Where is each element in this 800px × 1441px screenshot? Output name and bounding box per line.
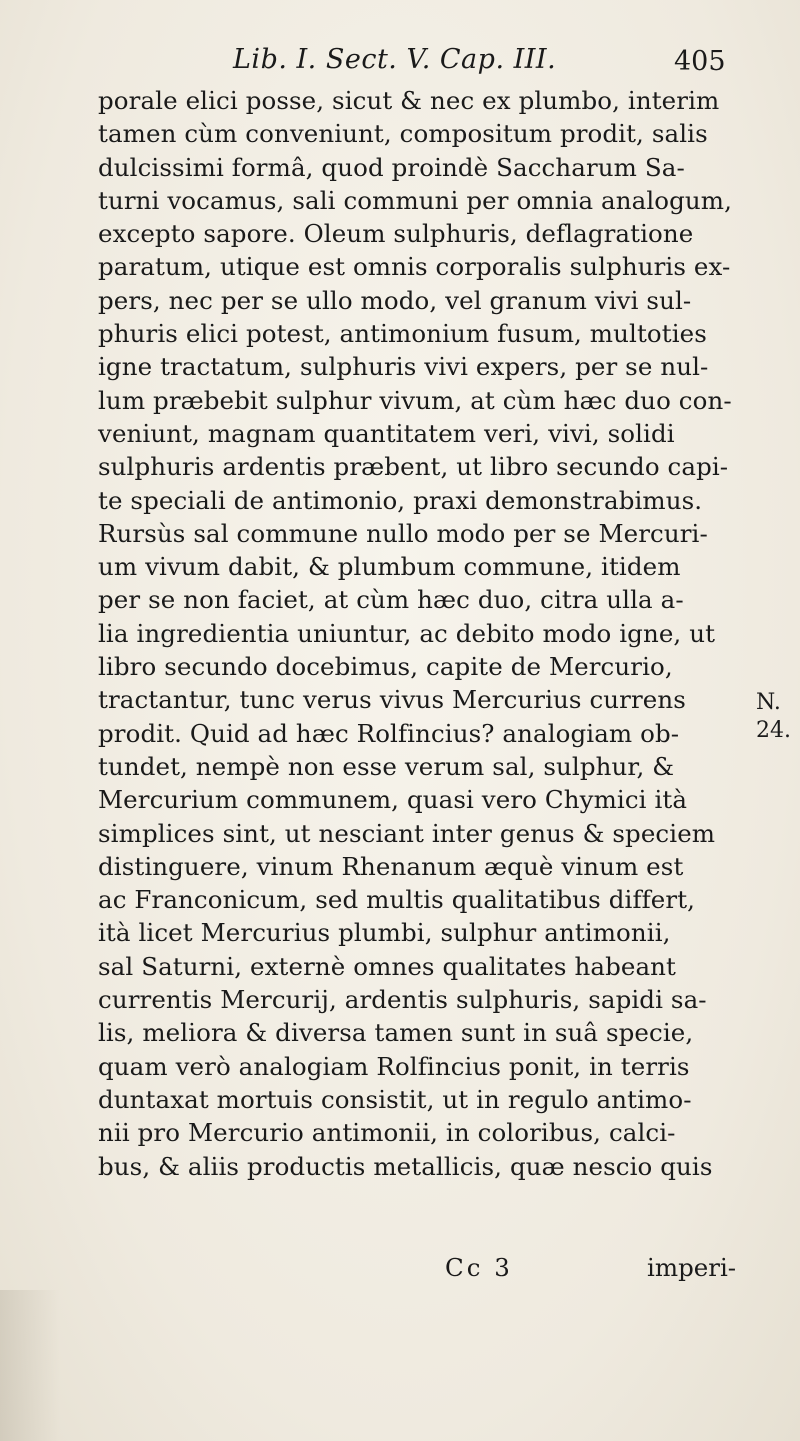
text-line: lis, meliora & diversa tamen sunt in suâ specie, [98,1018,694,1048]
text-line: bus, & aliis productis metallicis, quæ nescio quis [98,1151,713,1181]
text-line: duntaxat mortuis consistit, ut in regulo antimo- [98,1084,692,1114]
signature-mark: Cc 3 [445,1253,513,1282]
text-line: ac Franconicum, sed multis qualitatibus differt, [98,885,696,915]
text-line: Rursùs sal commune nullo modo per se Mercuri- [98,518,708,548]
margin-note-number: 24. [756,718,791,743]
text-line: lum præbebit sulphur vivum, at cùm hæc duo con- [98,385,732,415]
text-line: sulphuris ardentis præbent, ut libro secundo capi- [98,452,729,482]
text-line: dulcissimi formâ, quod proindè Saccharum Sa- [98,152,685,182]
page-number: 405 [674,46,726,77]
body-text [98,84,768,1183]
text-line: libro secundo docebimus, capite de Mercurio, [98,652,673,682]
text-line: tamen cùm conveniunt, compositum prodit, salis [98,119,708,149]
page-edge-shadow [0,1290,60,1441]
text-line: excepto sapore. Oleum sulphuris, deflagratione [98,219,694,249]
text-line: tundet, nempè non esse verum sal, sulphur, & [98,751,675,781]
running-head: Lib. I. Sect. V. Cap. III. [233,44,557,75]
text-line: quam verò analogiam Rolfincius ponit, in terris [98,1051,690,1081]
text-line: um vivum dabit, & plumbum commune, itidem [98,552,681,582]
text-line: paratum, utique est omnis corporalis sulphuris ex- [98,252,731,282]
margin-note-label: N. [756,690,781,715]
text-line: per se non faciet, at cùm hæc duo, citra ulla a- [98,585,684,615]
text-line: simplices sint, ut nesciant inter genus & speciem [98,818,716,848]
text-line: prodit. Quid ad hæc Rolfincius? analogiam ob- [98,718,680,748]
text-line: nii pro Mercurio antimonii, in coloribus, calci- [98,1118,676,1148]
page-header [0,44,800,84]
text-line: igne tractatum, sulphuris vivi expers, per se nul- [98,352,709,382]
text-line: turni vocamus, sali communi per omnia analogum, [98,185,733,215]
text-line: porale elici posse, sicut & nec ex plumbo, interim [98,86,720,115]
text-line: tractantur, tunc verus vivus Mercurius currens [98,685,686,715]
text-line: distinguere, vinum Rhenanum æquè vinum est [98,851,684,881]
text-line: phuris elici potest, antimonium fusum, multoties [98,319,707,349]
margin-note [756,689,791,745]
text-line: sal Saturni, externè omnes qualitates habeant [98,951,676,981]
text-line: lia ingredientia uniuntur, ac debito modo igne, ut [98,618,716,648]
text-line: te speciali de antimonio, praxi demonstrabimus. [98,485,703,515]
text-line: pers, nec per se ullo modo, vel granum vivi sul- [98,285,692,315]
text-line: Mercurium communem, quasi vero Chymici ità [98,785,688,815]
page-footer [98,1251,768,1285]
text-line: veniunt, magnam quantitatem veri, vivi, solidi [98,418,675,448]
text-line: currentis Mercurij, ardentis sulphuris, sapidi sa- [98,985,707,1015]
catchword: imperi- [647,1253,737,1282]
text-line: ità licet Mercurius plumbi, sulphur antimonii, [98,918,671,948]
